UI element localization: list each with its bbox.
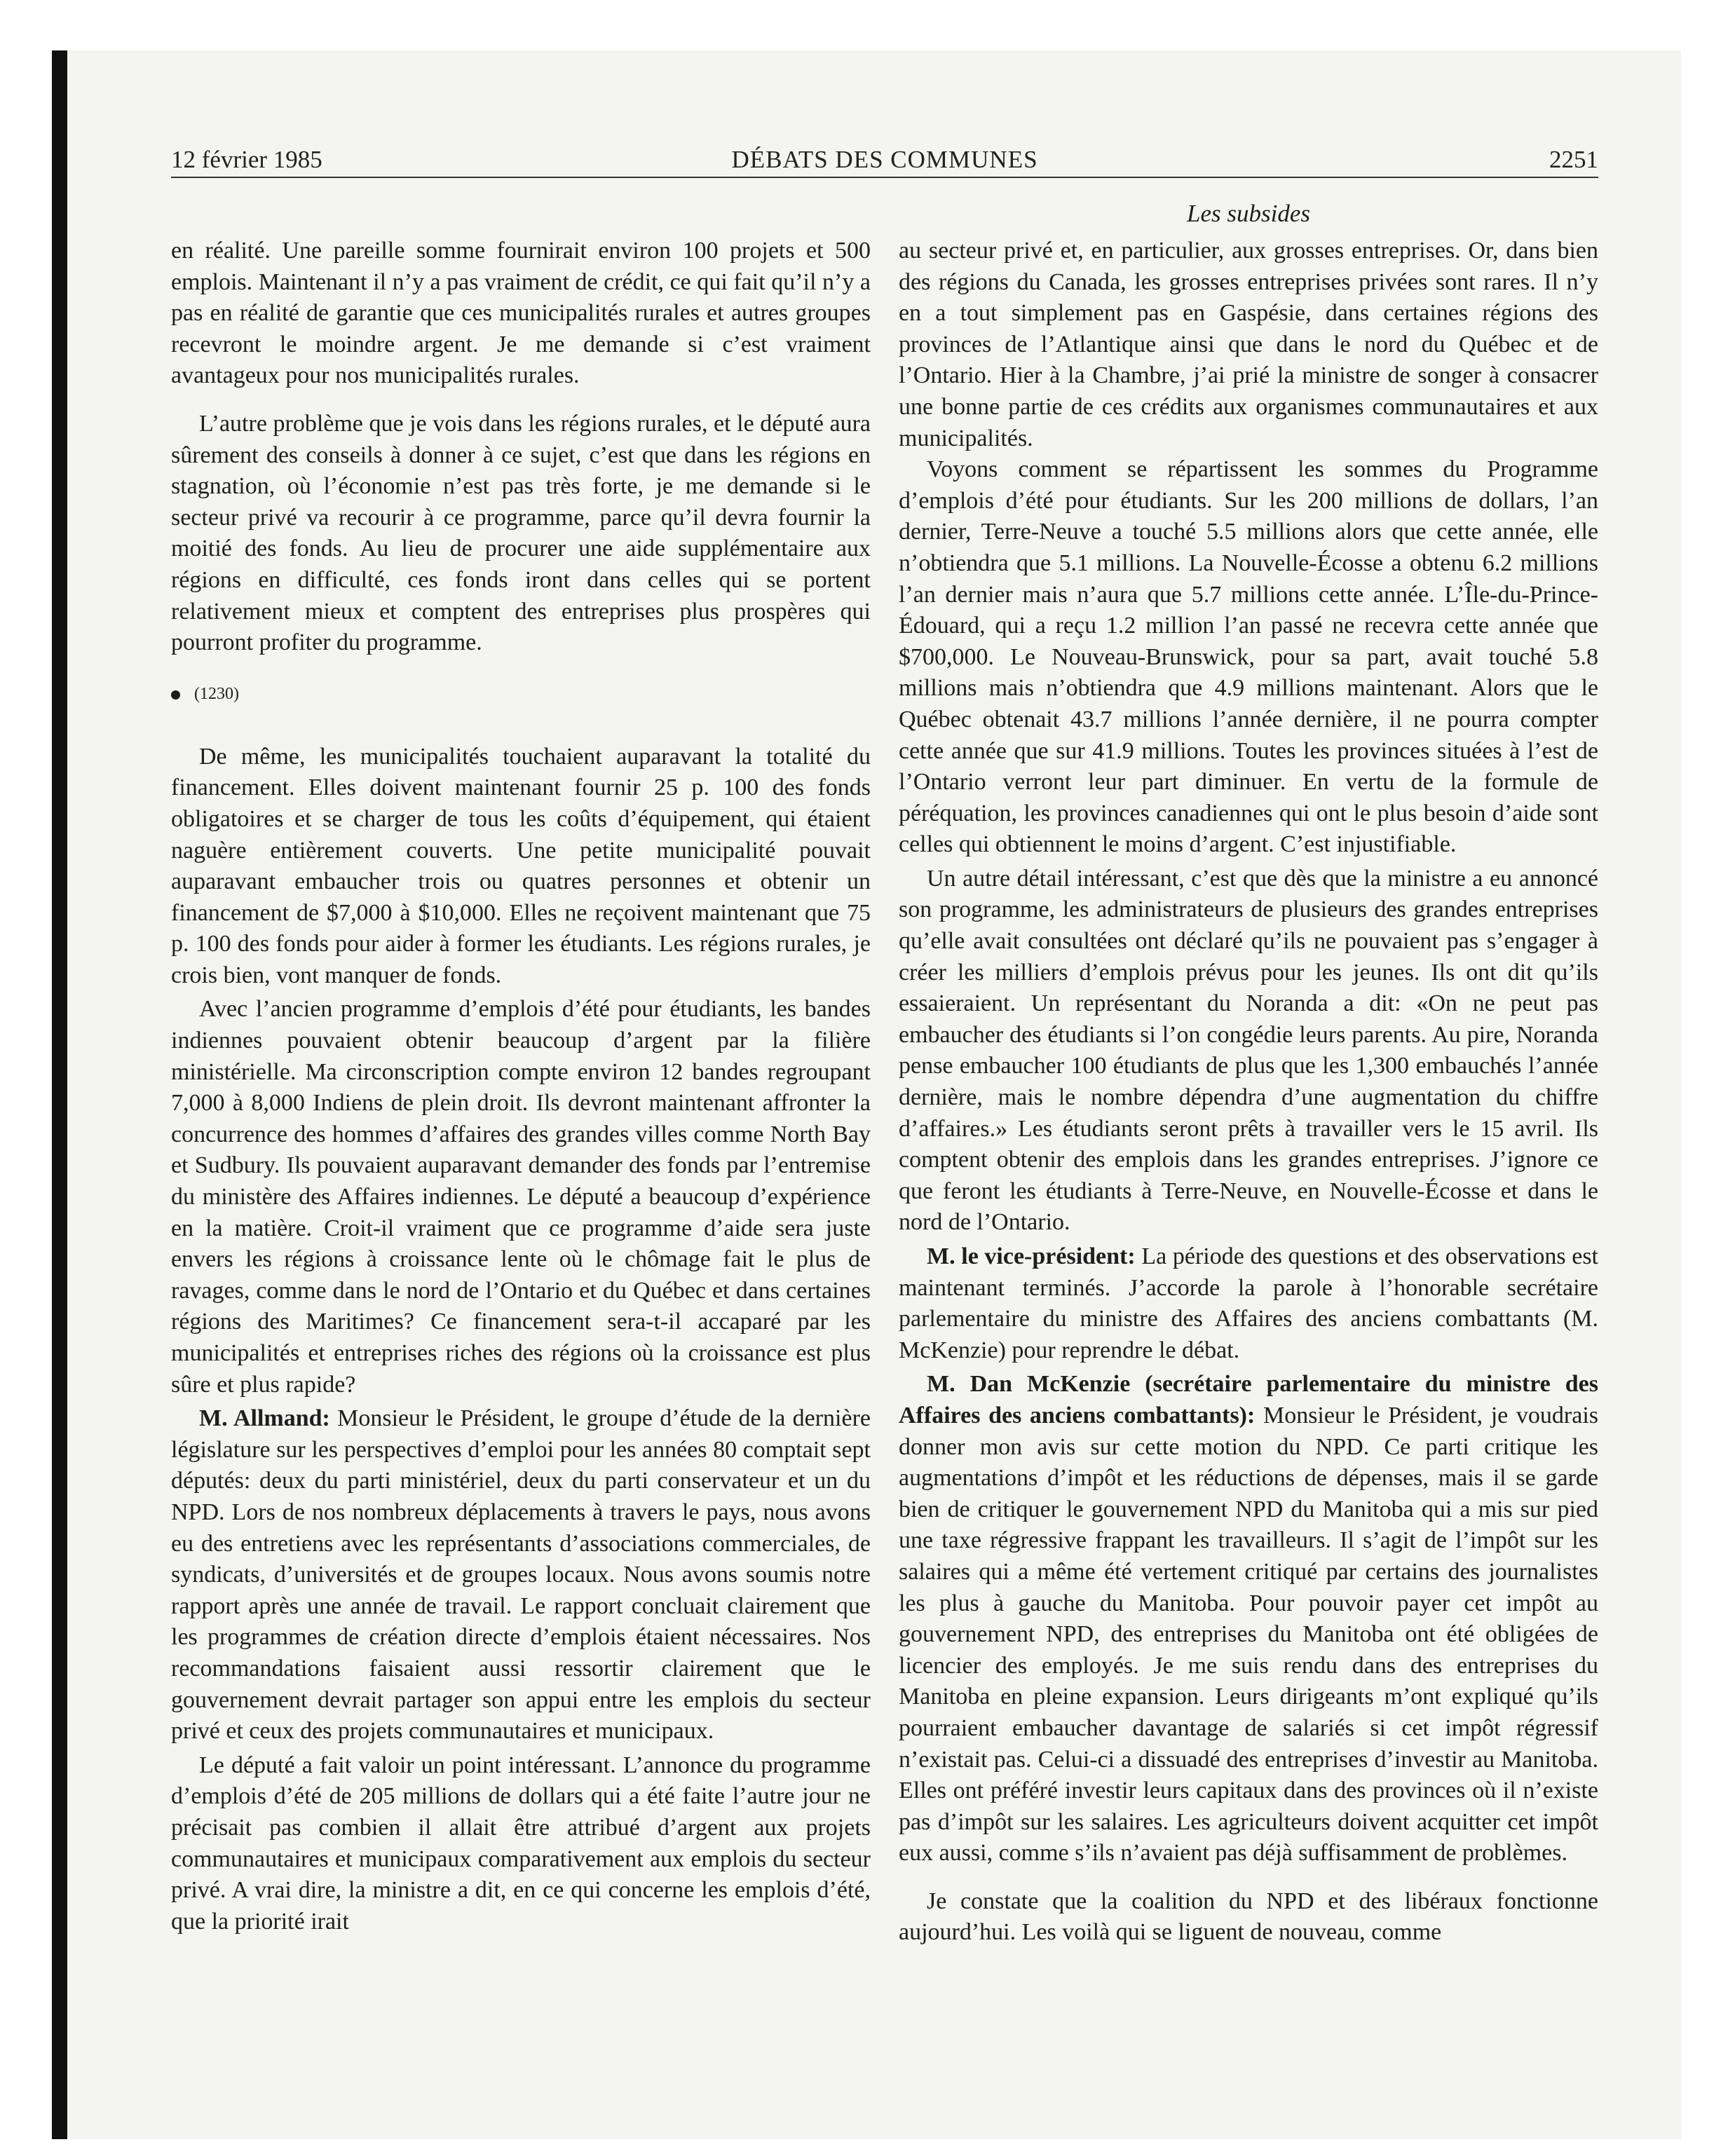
- speaker-name: M. le vice-président:: [927, 1243, 1136, 1269]
- right-paragraph-2: Voyons comment se répartissent les sommes du Programme d’emplois d’été pour étudiants. Sur les 200 millions de dollars, l’an dernier, Terre-Neuve a touché 5.5 millions alors que cette année, elle n’obtiendra que 5.1 millions. La Nouvelle-Écosse a obtenu 6.2 millions l’an dernier mais n’aura que 5.7 millions cette année. L’Île-du-Prince-Édouard, qui a reçu 1.2 million l’an passé ne recevra cette année que $700,000. Le Nouveau-Brunswick, pour sa part, avait touché 5.8 millions mais n’obtiendra que 4.9 millions maintenant. Alors que le Québec obtenait 43.7 millions l’année dernière, il ne pourra compter cette année que sur 41.9 millions. Toutes les provinces situées à l’est de l’Ontario verront leur part diminuer. En vertu de la formule de péréquation, les provinces canadiennes qui ont le plus besoin d’aide sont celles qui obtiennent le moins d’argent. C’est injustifiable.: [899, 456, 1598, 858]
- speech-text: La période des questions et des observations est maintenant terminés. J’accorde la parole à l’honorable secrétaire parlementaire du ministre des Affaires des anciens combattants (M. McKenzie) pour reprendre le débat.: [899, 1243, 1598, 1363]
- scan-edge-bar: [52, 50, 67, 2139]
- right-column: [899, 236, 1598, 2114]
- timestamp-marker: [171, 680, 871, 708]
- left-paragraph-5: [171, 1403, 871, 1747]
- left-paragraph-6: Le député a fait valoir un point intéressant. L’annonce du programme d’emplois d’été de 205 millions de dollars qui a été faite l’autre jour ne précisait pas combien il allait être attribué d’argent aux projets communautaires et municipaux comparativement aux emplois du secteur privé. A vrai dire, la ministre a dit, en ce qui concerne les emplois d’été, que la priorité irait: [171, 1752, 871, 1935]
- running-header: [171, 140, 1598, 179]
- header-rule: [171, 177, 1598, 178]
- left-column: [171, 236, 871, 2114]
- speaker-name: M. Allmand:: [199, 1405, 330, 1432]
- header-date: 12 février 1985: [171, 146, 322, 173]
- right-paragraph-3: Un autre détail intéressant, c’est que dès que la ministre a eu annoncé son programme, les administrateurs de plusieurs des grandes entreprises qu’elle avait consultées ont déclaré qu’ils ne pouvaient pas s’engager à créer les milliers d’emplois prévus pour les jeunes. Ils ont dit qu’ils essaieraient. Un représentant du Noranda a dit: «On ne peut pas embaucher des étudiants si l’on congédie leurs parents. Au pire, Noranda pense embaucher 100 étudiants de plus que les 1,300 embauchés l’année dernière, mais le nombre dépendra d’une augmentation du chiffre d’affaires.» Les étudiants seront prêts à travailler vers le 15 avril. Ils comptent obtenir des emplois dans les grandes entreprises. J’ignore ce que feront les étudiants à Terre-Neuve, en Nouvelle-Écosse et dans le nord de l’Ontario.: [899, 865, 1598, 1236]
- right-paragraph-6: Je constate que la coalition du NPD et des libéraux fonctionne aujourd’hui. Les voilà qui se liguent de nouveau, comme: [899, 1888, 1598, 1946]
- header-publication: DÉBATS DES COMMUNES: [731, 146, 1038, 173]
- timestamp-text: (1230): [194, 684, 239, 703]
- left-paragraph-2: L’autre problème que je vois dans les régions rurales, et le député aura sûrement des conseils à donner à ce sujet, c’est que dans les régions en stagnation, où l’économie n’est pas très forte, je me demande si le secteur privé va recourir à ce programme, parce qu’il devra fournir la moitié des fonds. Au lieu de procurer une aide supplémentaire aux régions en difficulté, ces fonds iront dans celles qui se portent relativement mieux et comptent des entreprises plus prospères qui pourront profiter du programme.: [171, 410, 871, 656]
- speech-text: Monsieur le Président, je voudrais donner mon avis sur cette motion du NPD. Ce parti critique les augmentations d’impôt et les réductions de dépenses, mais il se garde bien de critiquer le gouvernement NPD du Manitoba qui a mis sur pied une taxe régressive frappant les travailleurs. Il s’agit de l’impôt sur les salaires qui a même été vertement critiqué par certains des journalistes les plus à gauche du Manitoba. Pour pouvoir payer cet impôt au gouvernement NPD, des entreprises du Manitoba ont été obligées de licencier des employés. Je me suis rendu dans des entreprises du Manitoba en pleine expansion. Leurs dirigeants m’ont expliqué qu’ils pourraient embaucher davantage de salariés si cet impôt régressif n’existait pas. Celui-ci a dissuadé des entreprises d’investir au Manitoba. Elles ont préféré investir leurs capitaux dans des provinces où il n’existe pas d’impôt sur les salaires. Les agriculteurs doivent acquitter cet impôt eux aussi, comme s’ils n’avaient pas déjà suffisamment de problèmes.: [899, 1402, 1598, 1867]
- speaker-name: M. Dan McKenzie (secrétaire parlementaire du ministre des Affaires des anciens combattants):: [899, 1371, 1598, 1428]
- right-paragraph-4: [899, 1241, 1598, 1366]
- left-paragraph-3: De même, les municipalités touchaient auparavant la totalité du financement. Elles doivent maintenant fournir 25 p. 100 des fonds obligatoires et se charger de tous les coûts d’équipement, qui étaient naguère entièrement couverts. Une petite municipalité pouvait auparavant embaucher trois ou quatres personnes et obtenir un financement de $7,000 à $10,000. Elles ne reçoivent maintenant que 75 p. 100 des fonds pour aider à former les étudiants. Les régions rurales, je crois bien, vont manquer de fonds.: [171, 743, 871, 988]
- header-page-number: 2251: [1549, 146, 1598, 173]
- left-paragraph-4: Avec l’ancien programme d’emplois d’été pour étudiants, les bandes indiennes pouvaient obtenir beaucoup d’argent par la filière ministérielle. Ma circonscription compte environ 12 bandes regroupant 7,000 à 8,000 Indiens de plein droit. Ils devront maintenant affronter la concurrence des hommes d’affaires des grandes villes comme North Bay et Sudbury. Ils pouvaient auparavant demander des fonds par l’entremise du ministère des Affaires indiennes. Le député a beaucoup d’expérience en la matière. Croit-il vraiment que ce programme d’aide sera juste envers les régions à croissance lente où le chômage fait le plus de ravages, comme dans le nord de l’Ontario et du Québec et dans certaines régions des Maritimes? Ce financement sera-t-il accaparé par les municipalités et entreprises riches des régions où la croissance est plus sûre et plus rapide?: [171, 996, 871, 1398]
- right-paragraph-5: [899, 1369, 1598, 1869]
- right-paragraph-1: au secteur privé et, en particulier, aux grosses entreprises. Or, dans bien des régions du Canada, les grosses entreprises privées sont rares. Il n’y en a tout simplement pas en Gaspésie, dans certaines régions des provinces de l’Atlantique ainsi que dans le nord du Québec et de l’Ontario. Hier à la Chambre, j’ai prié la ministre de songer à consacrer une bonne partie de ces crédits aux organismes communautaires et aux municipalités.: [899, 238, 1598, 451]
- speech-text: Monsieur le Président, le groupe d’étude de la dernière législature sur les perspectives d’emploi pour les années 80 comptait sept députés: deux du parti ministériel, deux du parti conservateur et un du NPD. Lors de nos nombreux déplacements à travers le pays, nous avons eu des entretiens avec les représentants d’associations commerciales, de syndicats, d’universités et de groupes locaux. Nous avons soumis notre rapport après une année de travail. Le rapport concluait clairement que les programmes de création directe d’emplois étaient nécessaires. Nos recommandations faisaient aussi ressortir clairement que le gouvernement devrait partager son appui entre les emplois du secteur privé et ceux des projets communautaires et municipaux.: [171, 1405, 871, 1745]
- left-paragraph-1: en réalité. Une pareille somme fournirait environ 100 projets et 500 emplois. Maintenant il n’y a pas vraiment de crédit, ce qui fait qu’il n’y a pas en réalité de garantie que ces municipalités rurales et autres groupes recevront le moindre argent. Je me demande si c’est vraiment avantageux pour nos municipalités rurales.: [171, 238, 871, 389]
- section-title: Les subsides: [1187, 200, 1310, 227]
- bullet-icon: [171, 690, 180, 700]
